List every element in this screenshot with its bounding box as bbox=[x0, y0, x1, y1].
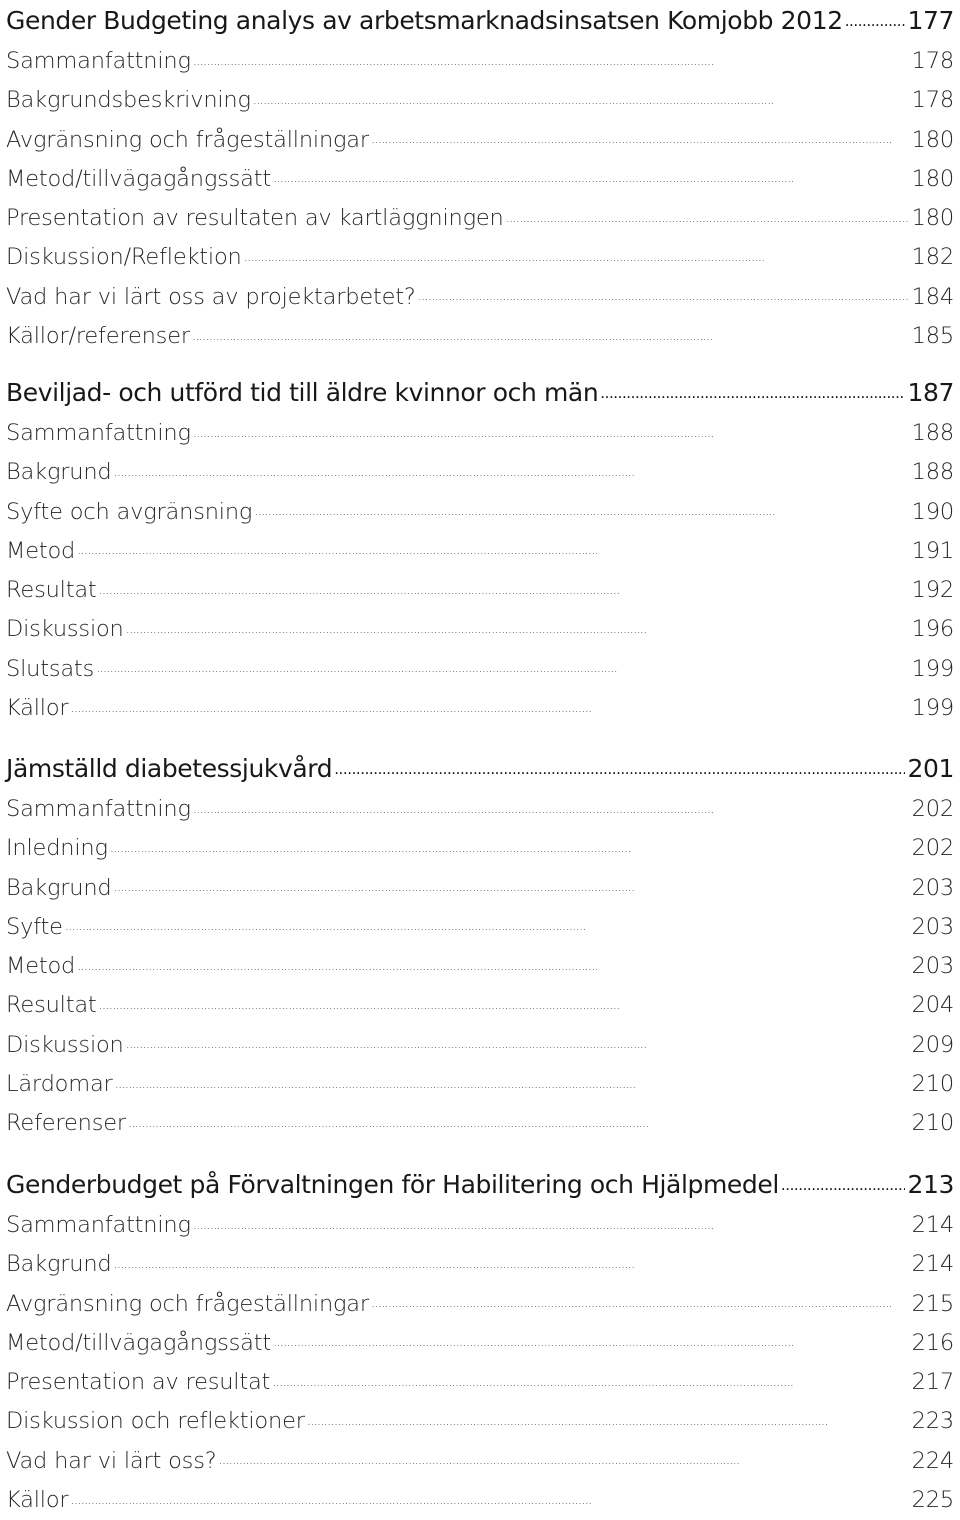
toc-entry[interactable] bbox=[6, 1104, 954, 1143]
toc-entry-page: 190 bbox=[911, 498, 954, 525]
toc-entry-title: Diskussion bbox=[6, 1031, 124, 1058]
dot-leader bbox=[96, 653, 910, 676]
toc-heading[interactable] bbox=[6, 0, 954, 42]
dot-leader bbox=[272, 1367, 909, 1390]
dot-leader bbox=[334, 752, 905, 777]
toc-entry-title: Bakgrund bbox=[6, 874, 112, 901]
toc-entry-title: Bakgrundsbeskrivning bbox=[6, 87, 251, 114]
toc-entry-title: Avgränsning och frågeställningar bbox=[6, 126, 369, 153]
toc-entry-title: Källor bbox=[6, 695, 69, 722]
toc-entry[interactable] bbox=[6, 1245, 954, 1284]
toc-entry[interactable] bbox=[6, 121, 954, 160]
toc-entry[interactable] bbox=[6, 908, 954, 947]
dot-leader bbox=[77, 535, 910, 558]
toc-heading-page: 187 bbox=[907, 378, 954, 407]
toc-entry-title: Inledning bbox=[6, 835, 108, 862]
toc-entry-page: 203 bbox=[911, 874, 954, 901]
dot-leader bbox=[307, 1406, 910, 1429]
toc-entry[interactable] bbox=[6, 1363, 954, 1402]
toc-section-aldre bbox=[6, 372, 954, 728]
dot-leader bbox=[193, 418, 910, 441]
toc-entry-page: 209 bbox=[911, 1031, 954, 1058]
toc-entry[interactable] bbox=[6, 414, 954, 453]
toc-heading-title: Genderbudget på Förvaltningen för Habilitering och Hjälpmedel bbox=[6, 1170, 779, 1199]
dot-leader bbox=[244, 242, 910, 265]
dot-leader bbox=[418, 281, 910, 304]
dot-leader bbox=[115, 1069, 910, 1092]
dot-leader bbox=[371, 1288, 910, 1311]
dot-leader bbox=[273, 1327, 910, 1350]
toc-entry-page: 217 bbox=[911, 1369, 954, 1396]
toc-entry[interactable] bbox=[6, 1065, 954, 1104]
toc-entry-page: 180 bbox=[911, 205, 954, 232]
toc-entry-title: Syfte och avgränsning bbox=[6, 498, 253, 525]
dot-leader bbox=[114, 457, 910, 480]
toc-entry-page: 196 bbox=[911, 616, 954, 643]
dot-leader bbox=[845, 4, 906, 29]
toc-entry-page: 199 bbox=[911, 655, 954, 682]
toc-entry-title: Metod bbox=[6, 953, 76, 980]
toc-entry-title: Sammanfattning bbox=[6, 796, 191, 822]
toc-entry-title: Avgränsning och frågeställningar bbox=[6, 1290, 369, 1317]
toc-entry-title: Presentation av resultat bbox=[6, 1369, 271, 1396]
toc-entry-page: 188 bbox=[911, 459, 954, 486]
toc-entry[interactable] bbox=[6, 453, 954, 492]
dot-leader bbox=[114, 1249, 910, 1272]
toc-entry-page: 192 bbox=[911, 577, 954, 604]
toc-entry-page: 214 bbox=[911, 1212, 954, 1238]
dot-leader bbox=[128, 1108, 910, 1131]
toc-section-habilitering bbox=[6, 1164, 954, 1520]
toc-entry[interactable] bbox=[6, 947, 954, 986]
toc-entry[interactable] bbox=[6, 829, 954, 868]
toc-entry-page: 199 bbox=[911, 695, 954, 722]
toc-entry-title: Vad har vi lärt oss av projektarbetet? bbox=[6, 283, 416, 310]
toc-heading[interactable] bbox=[6, 748, 954, 790]
toc-entry-title: Syfte bbox=[6, 913, 63, 940]
toc-entry[interactable] bbox=[6, 1442, 954, 1481]
toc-entry-page: 178 bbox=[911, 48, 954, 74]
dot-leader bbox=[99, 990, 910, 1013]
toc-entry-title: Sammanfattning bbox=[6, 420, 191, 446]
dot-leader bbox=[70, 693, 909, 716]
toc-entry[interactable] bbox=[6, 571, 954, 610]
dot-leader bbox=[193, 794, 910, 817]
toc-entry-title: Metod/tillvägagångssätt bbox=[6, 165, 272, 192]
toc-heading-page: 177 bbox=[907, 6, 954, 35]
toc-entry-page: 210 bbox=[911, 1071, 954, 1098]
toc-entry-page: 214 bbox=[911, 1251, 954, 1278]
toc-entry-page: 223 bbox=[911, 1408, 954, 1435]
toc-entry-page: 180 bbox=[911, 126, 954, 153]
toc-entry-page: 180 bbox=[911, 165, 954, 192]
toc-entry-page: 184 bbox=[911, 283, 954, 310]
toc-section-komjobb bbox=[6, 0, 954, 356]
dot-leader bbox=[126, 1029, 910, 1052]
toc-heading-page: 201 bbox=[907, 754, 954, 783]
toc-entry-title: Vad har vi lärt oss? bbox=[6, 1447, 217, 1474]
toc-entry-page: 203 bbox=[911, 913, 954, 940]
toc-entry-title: Referenser bbox=[6, 1110, 126, 1137]
toc-entry-page: 202 bbox=[911, 835, 954, 862]
toc-entry-page: 185 bbox=[911, 323, 954, 350]
toc-heading[interactable] bbox=[6, 372, 954, 414]
dot-leader bbox=[114, 872, 910, 895]
toc-entry[interactable] bbox=[6, 42, 954, 81]
dot-leader bbox=[253, 85, 910, 108]
toc-entry-title: Diskussion bbox=[6, 616, 124, 643]
toc-entry-page: 210 bbox=[911, 1110, 954, 1137]
toc-entry-page: 224 bbox=[911, 1447, 954, 1474]
toc-entry-title: Metod/tillvägagångssätt bbox=[6, 1329, 272, 1356]
toc-entry[interactable] bbox=[6, 790, 954, 829]
toc-entry-title: Metod bbox=[6, 537, 76, 564]
dot-leader bbox=[600, 376, 905, 401]
toc-entry-page: 225 bbox=[911, 1487, 954, 1514]
toc-entry[interactable] bbox=[6, 317, 954, 356]
dot-leader bbox=[192, 321, 910, 344]
toc-entry[interactable] bbox=[6, 610, 954, 649]
toc-entry[interactable] bbox=[6, 1402, 954, 1441]
toc-entry-title: Resultat bbox=[6, 577, 97, 604]
toc-entry-title: Bakgrund bbox=[6, 1251, 112, 1278]
toc-heading-page: 213 bbox=[907, 1170, 954, 1199]
toc-heading-title: Jämställd diabetessjukvård bbox=[6, 754, 333, 783]
dot-leader bbox=[781, 1168, 906, 1193]
dot-leader bbox=[218, 1445, 909, 1468]
toc-entry-page: 202 bbox=[911, 796, 954, 822]
toc-entry[interactable] bbox=[6, 160, 954, 199]
toc-entry[interactable] bbox=[6, 1324, 954, 1363]
dot-leader bbox=[126, 614, 910, 637]
dot-leader bbox=[371, 124, 910, 147]
dot-leader bbox=[70, 1485, 909, 1508]
toc-entry[interactable] bbox=[6, 532, 954, 571]
toc-entry[interactable] bbox=[6, 278, 954, 317]
toc-entry-title: Presentation av resultaten av kartläggningen bbox=[6, 205, 504, 232]
toc-entry-title: Sammanfattning bbox=[6, 48, 191, 74]
toc-entry-title: Resultat bbox=[6, 992, 97, 1019]
toc-entry-title: Lärdomar bbox=[6, 1071, 113, 1098]
dot-leader bbox=[273, 163, 910, 186]
toc-entry-page: 204 bbox=[911, 992, 954, 1019]
dot-leader bbox=[77, 951, 910, 974]
toc-entry-title: Bakgrund bbox=[6, 459, 112, 486]
toc-entry-page: 216 bbox=[911, 1329, 954, 1356]
dot-leader bbox=[254, 496, 909, 519]
dot-leader bbox=[193, 46, 910, 69]
toc-entry[interactable] bbox=[6, 81, 954, 120]
toc-entry-page: 203 bbox=[911, 953, 954, 980]
toc-heading-title: Beviljad- och utförd tid till äldre kvinnor och män bbox=[6, 378, 599, 407]
toc-entry-page: 182 bbox=[911, 244, 954, 271]
toc-entry[interactable] bbox=[6, 869, 954, 908]
toc-heading-title: Gender Budgeting analys av arbetsmarknadsinsatsen Komjobb 2012 bbox=[6, 6, 843, 35]
toc-entry-title: Sammanfattning bbox=[6, 1212, 191, 1238]
toc-entry-page: 191 bbox=[911, 537, 954, 564]
toc-entry-title: Källor/referenser bbox=[6, 323, 190, 350]
toc-entry-title: Diskussion och reflektioner bbox=[6, 1408, 305, 1435]
toc-entry[interactable] bbox=[6, 199, 954, 238]
toc-entry-title: Slutsats bbox=[6, 655, 95, 682]
toc-entry[interactable] bbox=[6, 689, 954, 728]
toc-entry-page: 188 bbox=[911, 420, 954, 446]
toc-entry[interactable] bbox=[6, 1026, 954, 1065]
dot-leader bbox=[110, 833, 910, 856]
dot-leader bbox=[193, 1210, 910, 1233]
toc-entry[interactable] bbox=[6, 238, 954, 277]
toc-entry[interactable] bbox=[6, 1481, 954, 1520]
toc-entry-page: 215 bbox=[911, 1290, 954, 1317]
toc-section-diabetes bbox=[6, 748, 954, 1144]
dot-leader bbox=[99, 575, 910, 598]
toc-entry[interactable] bbox=[6, 650, 954, 689]
toc-entry[interactable] bbox=[6, 1206, 954, 1245]
dot-leader bbox=[65, 911, 910, 934]
toc-entry-page: 178 bbox=[911, 87, 954, 114]
toc-entry-title: Källor bbox=[6, 1487, 69, 1514]
toc-heading[interactable] bbox=[6, 1164, 954, 1206]
toc-entry[interactable] bbox=[6, 493, 954, 532]
toc-entry[interactable] bbox=[6, 1285, 954, 1324]
toc-entry[interactable] bbox=[6, 986, 954, 1025]
dot-leader bbox=[506, 203, 910, 226]
toc-entry-title: Diskussion/Reflektion bbox=[6, 244, 242, 271]
